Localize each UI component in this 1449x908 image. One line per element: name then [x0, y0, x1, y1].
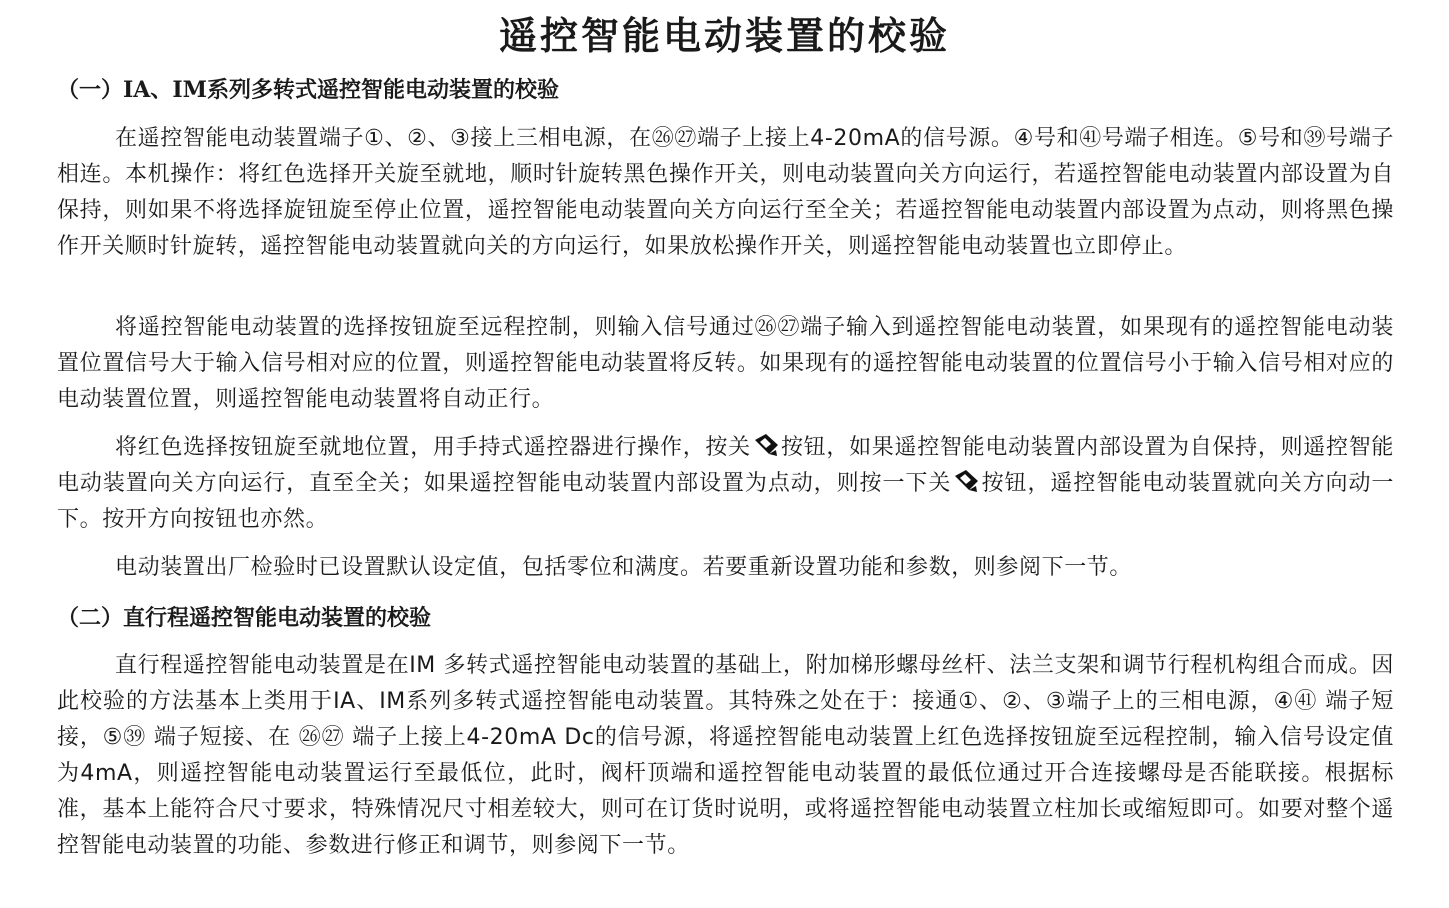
section1-paragraph-3	[57, 430, 1394, 538]
close-key-icon	[951, 468, 981, 494]
section1-paragraph-1: 在遥控智能电动装置端子①、②、③接上三相电源，在㉖㉗端子上接上4-20mA的信号源。④号和㊶号端子相连。⑤号和㊴号端子相连。本机操作：将红色选择开关旋至就地，顺时针旋转黑色操作开关，则电动装置向关方向运行，若遥控智能电动装置内部设置为自保持，则如果不将选择旋钮旋至停止位置，遥控智能电动装置向关方向运行至全关；若遥控智能电动装置内部设置为点动，则将黑色操作开关顺时针旋转，遥控智能电动装置就向关的方向运行，如果放松操作开关，则遥控智能电动装置也立即停止。	[57, 126, 1394, 259]
section-heading-1: （一）IA、IM系列多转式遥控智能电动装置的校验	[57, 77, 560, 103]
section1-paragraph-3-part-b: 按钮，如果遥控智能电动装置内部设置为自保持，则遥控智能电动装置向关方向运行，直至全关；如果遥控智能电动装置内部设置为点动，则按一下关	[57, 435, 1394, 496]
section1-paragraph-2: 将遥控智能电动装置的选择按钮旋至远程控制，则输入信号通过㉖㉗端子输入到遥控智能电动装置，如果现有的遥控智能电动装置位置信号大于输入信号相对应的位置，则遥控智能电动装置将反转。如果现有的遥控智能电动装置的位置信号小于输入信号相对应的电动装置位置，则遥控智能电动装置将自动正行。	[57, 315, 1394, 412]
section1-paragraph-4: 电动装置出厂检验时已设置默认设定值，包括零位和满度。若要重新设置功能和参数，则参阅下一节。	[115, 555, 1133, 580]
page-title: 遥控智能电动装置的校验	[498, 14, 950, 58]
section1-paragraph-3-part-c: 按钮，遥控智能电动装置就向关方向动一下。按开方向按钮也亦然。	[57, 471, 1394, 532]
section2-paragraph-1: 直行程遥控智能电动装置是在IM 多转式遥控智能电动装置的基础上，附加梯形螺母丝杆、法兰支架和调节行程机构组合而成。因此校验的方法基本上类用于IA、IM系列多转式遥控智能电动装置。其特殊之处在于：接通①、②、③端子上的三相电源，④㊶ 端子短接，⑤㊴ 端子短接、在 ㉖㉗ 端子上接上4-20mA Dc的信号源，将遥控智能电动装置上红色选择按钮旋至远程控制，输入信号设定值为4mA，则遥控智能电动装置运行至最低位，此时，阀杆顶端和遥控智能电动装置的最低位通过开合连接螺母是否能联接。根据标准，基本上能符合尺寸要求，特殊情况尺寸相差较大，则可在订货时说明，或将遥控智能电动装置立柱加长或缩短即可。如要对整个遥控智能电动装置的功能、参数进行修正和调节，则参阅下一节。	[57, 653, 1394, 858]
section1-paragraph-3-part-a: 将红色选择按钮旋至就地位置，用手持式遥控器进行操作，按关	[115, 435, 751, 460]
close-key-icon	[751, 432, 781, 458]
section-heading-2: （二）直行程遥控智能电动装置的校验	[57, 605, 432, 631]
